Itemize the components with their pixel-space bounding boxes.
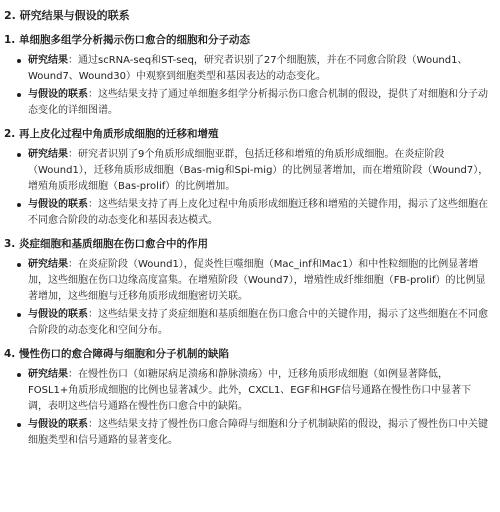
bullet-list	[4, 257, 490, 339]
item-label: 与假设的联系	[28, 309, 88, 320]
bullet-icon	[17, 59, 21, 63]
item-text: ：在炎症阶段（Wound1），促炎性巨噬细胞（Mac_inf和Mac1）和中性粒细胞的比例显著增加，这些细胞在伤口边缘高度富集。在增殖阶段（Wound7），增殖性成纤维细胞（FB-prolif）的比例显著增加，这些细胞与迁移角质形成细胞密切关联。	[28, 259, 486, 302]
bullet-icon	[17, 263, 21, 267]
bullet-list	[4, 367, 490, 449]
list-item	[16, 417, 490, 449]
section-4	[4, 346, 490, 449]
item-text: ：这些结果支持了再上皮化过程中角质形成细胞迁移和增殖的关键作用，揭示了这些细胞在不同愈合阶段的动态变化和基因表达模式。	[28, 199, 488, 226]
bullet-icon	[17, 203, 21, 207]
bullet-icon	[17, 423, 21, 427]
section-heading: 3. 炎症细胞和基质细胞在伤口愈合中的作用	[4, 238, 208, 250]
item-text: ：在慢性伤口（如糖尿病足溃疡和静脉溃疡）中，迁移角质形成细胞（如例显著降低，FOSL1+角质形成细胞的比例也显著减少。此外，CXCL1、EGF和HGF信号通路在慢性伤口中显著下调，表明这些信号通路在慢性伤口愈合中的缺陷。	[28, 369, 472, 412]
section-1	[4, 32, 490, 119]
item-label: 研究结果	[28, 369, 68, 380]
section-heading: 4. 慢性伤口的愈合障碍与细胞和分子机制的缺陷	[4, 348, 229, 360]
page-title: 2. 研究结果与假设的联系	[4, 9, 130, 22]
item-label: 与假设的联系	[28, 199, 88, 210]
list-item	[16, 197, 490, 229]
list-item	[16, 367, 490, 415]
item-text: ：通过scRNA-seq和ST-seq，研究者识别了27个细胞簇，并在不同愈合阶段（Wound1、Wound7、Wound30）中观察到细胞类型和基因表达的动态变化。	[28, 55, 468, 82]
item-text: ：这些结果支持了炎症细胞和基质细胞在伤口愈合中的关键作用，揭示了这些细胞在不同愈合阶段的动态变化和空间分布。	[28, 309, 488, 336]
list-item	[16, 257, 490, 305]
bullet-icon	[17, 373, 21, 377]
item-text: ：这些结果支持了通过单细胞多组学分析揭示伤口愈合机制的假设，提供了对细胞和分子动态变化的详细图谱。	[28, 89, 488, 116]
item-label: 研究结果	[28, 259, 68, 270]
item-label: 研究结果	[28, 55, 68, 66]
bullet-icon	[17, 313, 21, 317]
list-item	[16, 87, 490, 119]
bullet-icon	[17, 153, 21, 157]
section-2	[4, 126, 490, 229]
item-label: 研究结果	[28, 149, 68, 160]
list-item	[16, 147, 490, 195]
bullet-list	[4, 147, 490, 229]
bullet-icon	[17, 93, 21, 97]
list-item	[16, 53, 490, 85]
section-3	[4, 236, 490, 339]
item-text: ：研究者识别了9个角质形成细胞亚群，包括迁移和增殖的角质形成细胞。在炎症阶段（Wound1），迁移角质形成细胞（Bas-mig和Spi-mig）的比例显著增加，而在增殖阶段（Wound7），增殖角质形成细胞（Bas-prolif）的比例增加。	[28, 149, 489, 192]
item-text: ：这些结果支持了慢性伤口愈合障碍与细胞和分子机制缺陷的假设，揭示了慢性伤口中关键细胞类型和信号通路的显著变化。	[28, 419, 488, 446]
bullet-list	[4, 53, 490, 119]
list-item	[16, 307, 490, 339]
section-heading: 2. 再上皮化过程中角质形成细胞的迁移和增殖	[4, 128, 219, 140]
item-label: 与假设的联系	[28, 89, 88, 100]
item-label: 与假设的联系	[28, 419, 88, 430]
section-heading: 1. 单细胞多组学分析揭示伤口愈合的细胞和分子动态	[4, 34, 250, 46]
